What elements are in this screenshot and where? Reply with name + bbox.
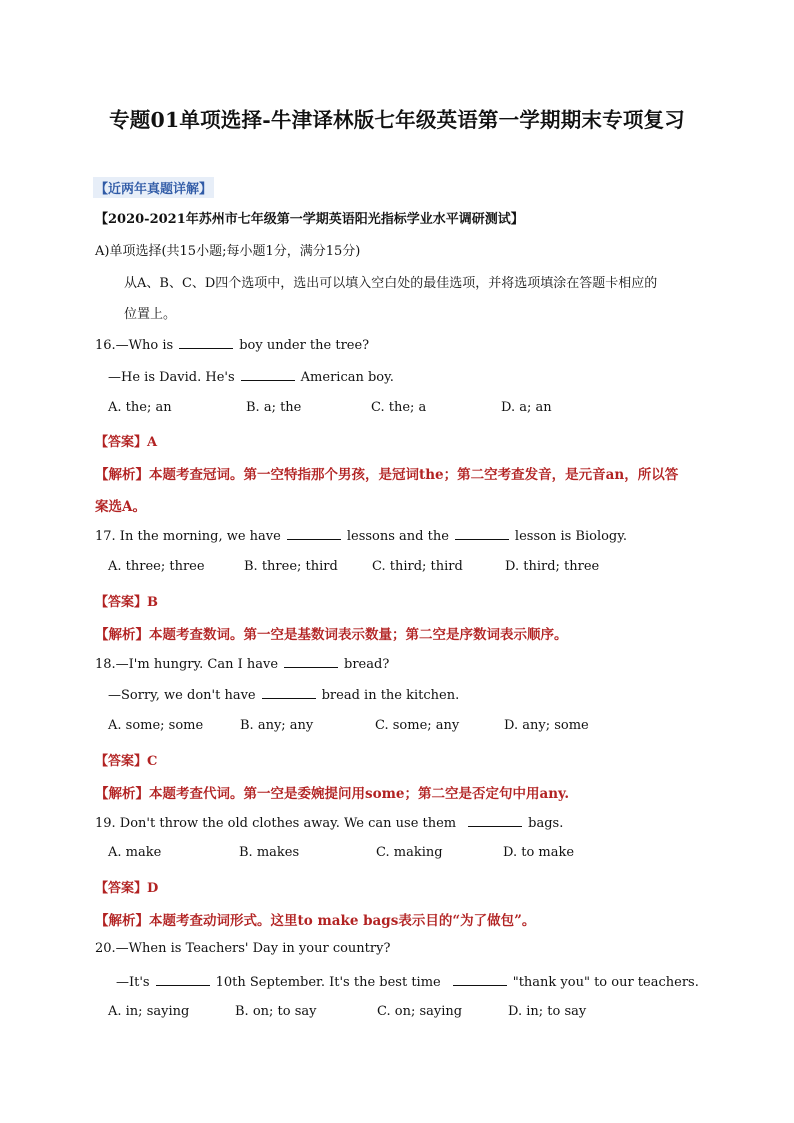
- q18-option-d: D. any; some: [504, 718, 589, 733]
- q20-option-d: D. in; to say: [508, 1004, 587, 1019]
- question-20-line-2: —It's 10th September. It's the best time "thank you" to our teachers.: [116, 975, 699, 990]
- q16-analysis-line-1: 【解析】本题考查冠词。第一空特指那个男孩，是冠词the；第二空考查发音，是元音an，所以答: [95, 467, 679, 483]
- q17-answer: 【答案】B: [95, 595, 158, 610]
- q19-option-c: C. making: [376, 845, 443, 860]
- q16-option-b: B. a; the: [246, 400, 302, 415]
- q17-option-d: D. third; three: [505, 559, 600, 574]
- q17-option-a: A. three; three: [108, 559, 205, 574]
- q18-option-b: B. any; any: [240, 718, 314, 733]
- answer-blank: [262, 686, 316, 699]
- q19-analysis-line-1: 【解析】本题考查动词形式。这里to make bags表示目的“为了做包”。: [95, 913, 536, 929]
- q19-option-d: D. to make: [503, 845, 575, 860]
- instruction-line-2: 位置上。: [124, 307, 177, 322]
- q17-analysis-line-1: 【解析】本题考查数词。第一空是基数词表示数量；第二空是序数词表示顺序。: [95, 627, 568, 643]
- q16-analysis-line-2: 案选A。: [95, 499, 146, 515]
- question-17-line-1: 17. In the morning, we have lessons and the lesson is Biology.: [95, 529, 628, 544]
- q19-option-a: A. make: [108, 845, 162, 860]
- q16-option-d: D. a; an: [501, 400, 552, 415]
- question-18-line-2: —Sorry, we don't have bread in the kitchen.: [108, 688, 460, 703]
- q18-option-a: A. some; some: [108, 718, 204, 733]
- page-title: 专题01单项选择-牛津译林版七年级英语第一学期期末专项复习: [109, 108, 685, 132]
- q16-option-a: A. the; an: [108, 400, 172, 415]
- q19-answer: 【答案】D: [95, 881, 159, 896]
- q17-option-b: B. three; third: [244, 559, 338, 574]
- q16-answer: 【答案】A: [95, 435, 158, 450]
- question-16-line-1: 16.—Who is boy under the tree?: [95, 338, 370, 353]
- q20-option-b: B. on; to say: [235, 1004, 317, 1019]
- q17-option-c: C. third; third: [372, 559, 463, 574]
- question-18-line-1: 18.—I'm hungry. Can I have bread?: [95, 657, 390, 672]
- answer-blank: [241, 368, 295, 381]
- q18-analysis-line-1: 【解析】本题考查代词。第一空是委婉提问用some；第二空是否定句中用any.: [95, 786, 570, 802]
- answer-blank: [468, 814, 522, 827]
- answer-blank: [453, 973, 507, 986]
- instruction-line-1: 从A、B、C、D四个选项中，选出可以填入空白处的最佳选项，并将选项填涂在答题卡相应的: [124, 276, 658, 291]
- answer-blank: [284, 655, 338, 668]
- exam-header: 【2020-2021年苏州市七年级第一学期英语阳光指标学业水平调研测试】: [95, 212, 524, 227]
- question-19-line-1: 19. Don't throw the old clothes away. We can use them bags.: [95, 816, 564, 831]
- q18-option-c: C. some; any: [375, 718, 460, 733]
- answer-blank: [287, 527, 341, 540]
- question-16-line-2: —He is David. He's American boy.: [108, 370, 394, 385]
- answer-blank: [156, 973, 210, 986]
- q18-answer: 【答案】C: [95, 754, 158, 769]
- q16-option-c: C. the; a: [371, 400, 427, 415]
- question-20-line-1: 20.—When is Teachers' Day in your country?: [95, 941, 391, 956]
- section-tag: 【近两年真题详解】: [93, 177, 214, 198]
- q20-option-c: C. on; saying: [377, 1004, 463, 1019]
- q19-option-b: B. makes: [239, 845, 300, 860]
- part-header: A)单项选择(共15小题;每小题1分，满分15分): [95, 244, 361, 259]
- answer-blank: [179, 336, 233, 349]
- answer-blank: [455, 527, 509, 540]
- q20-option-a: A. in; saying: [108, 1004, 190, 1019]
